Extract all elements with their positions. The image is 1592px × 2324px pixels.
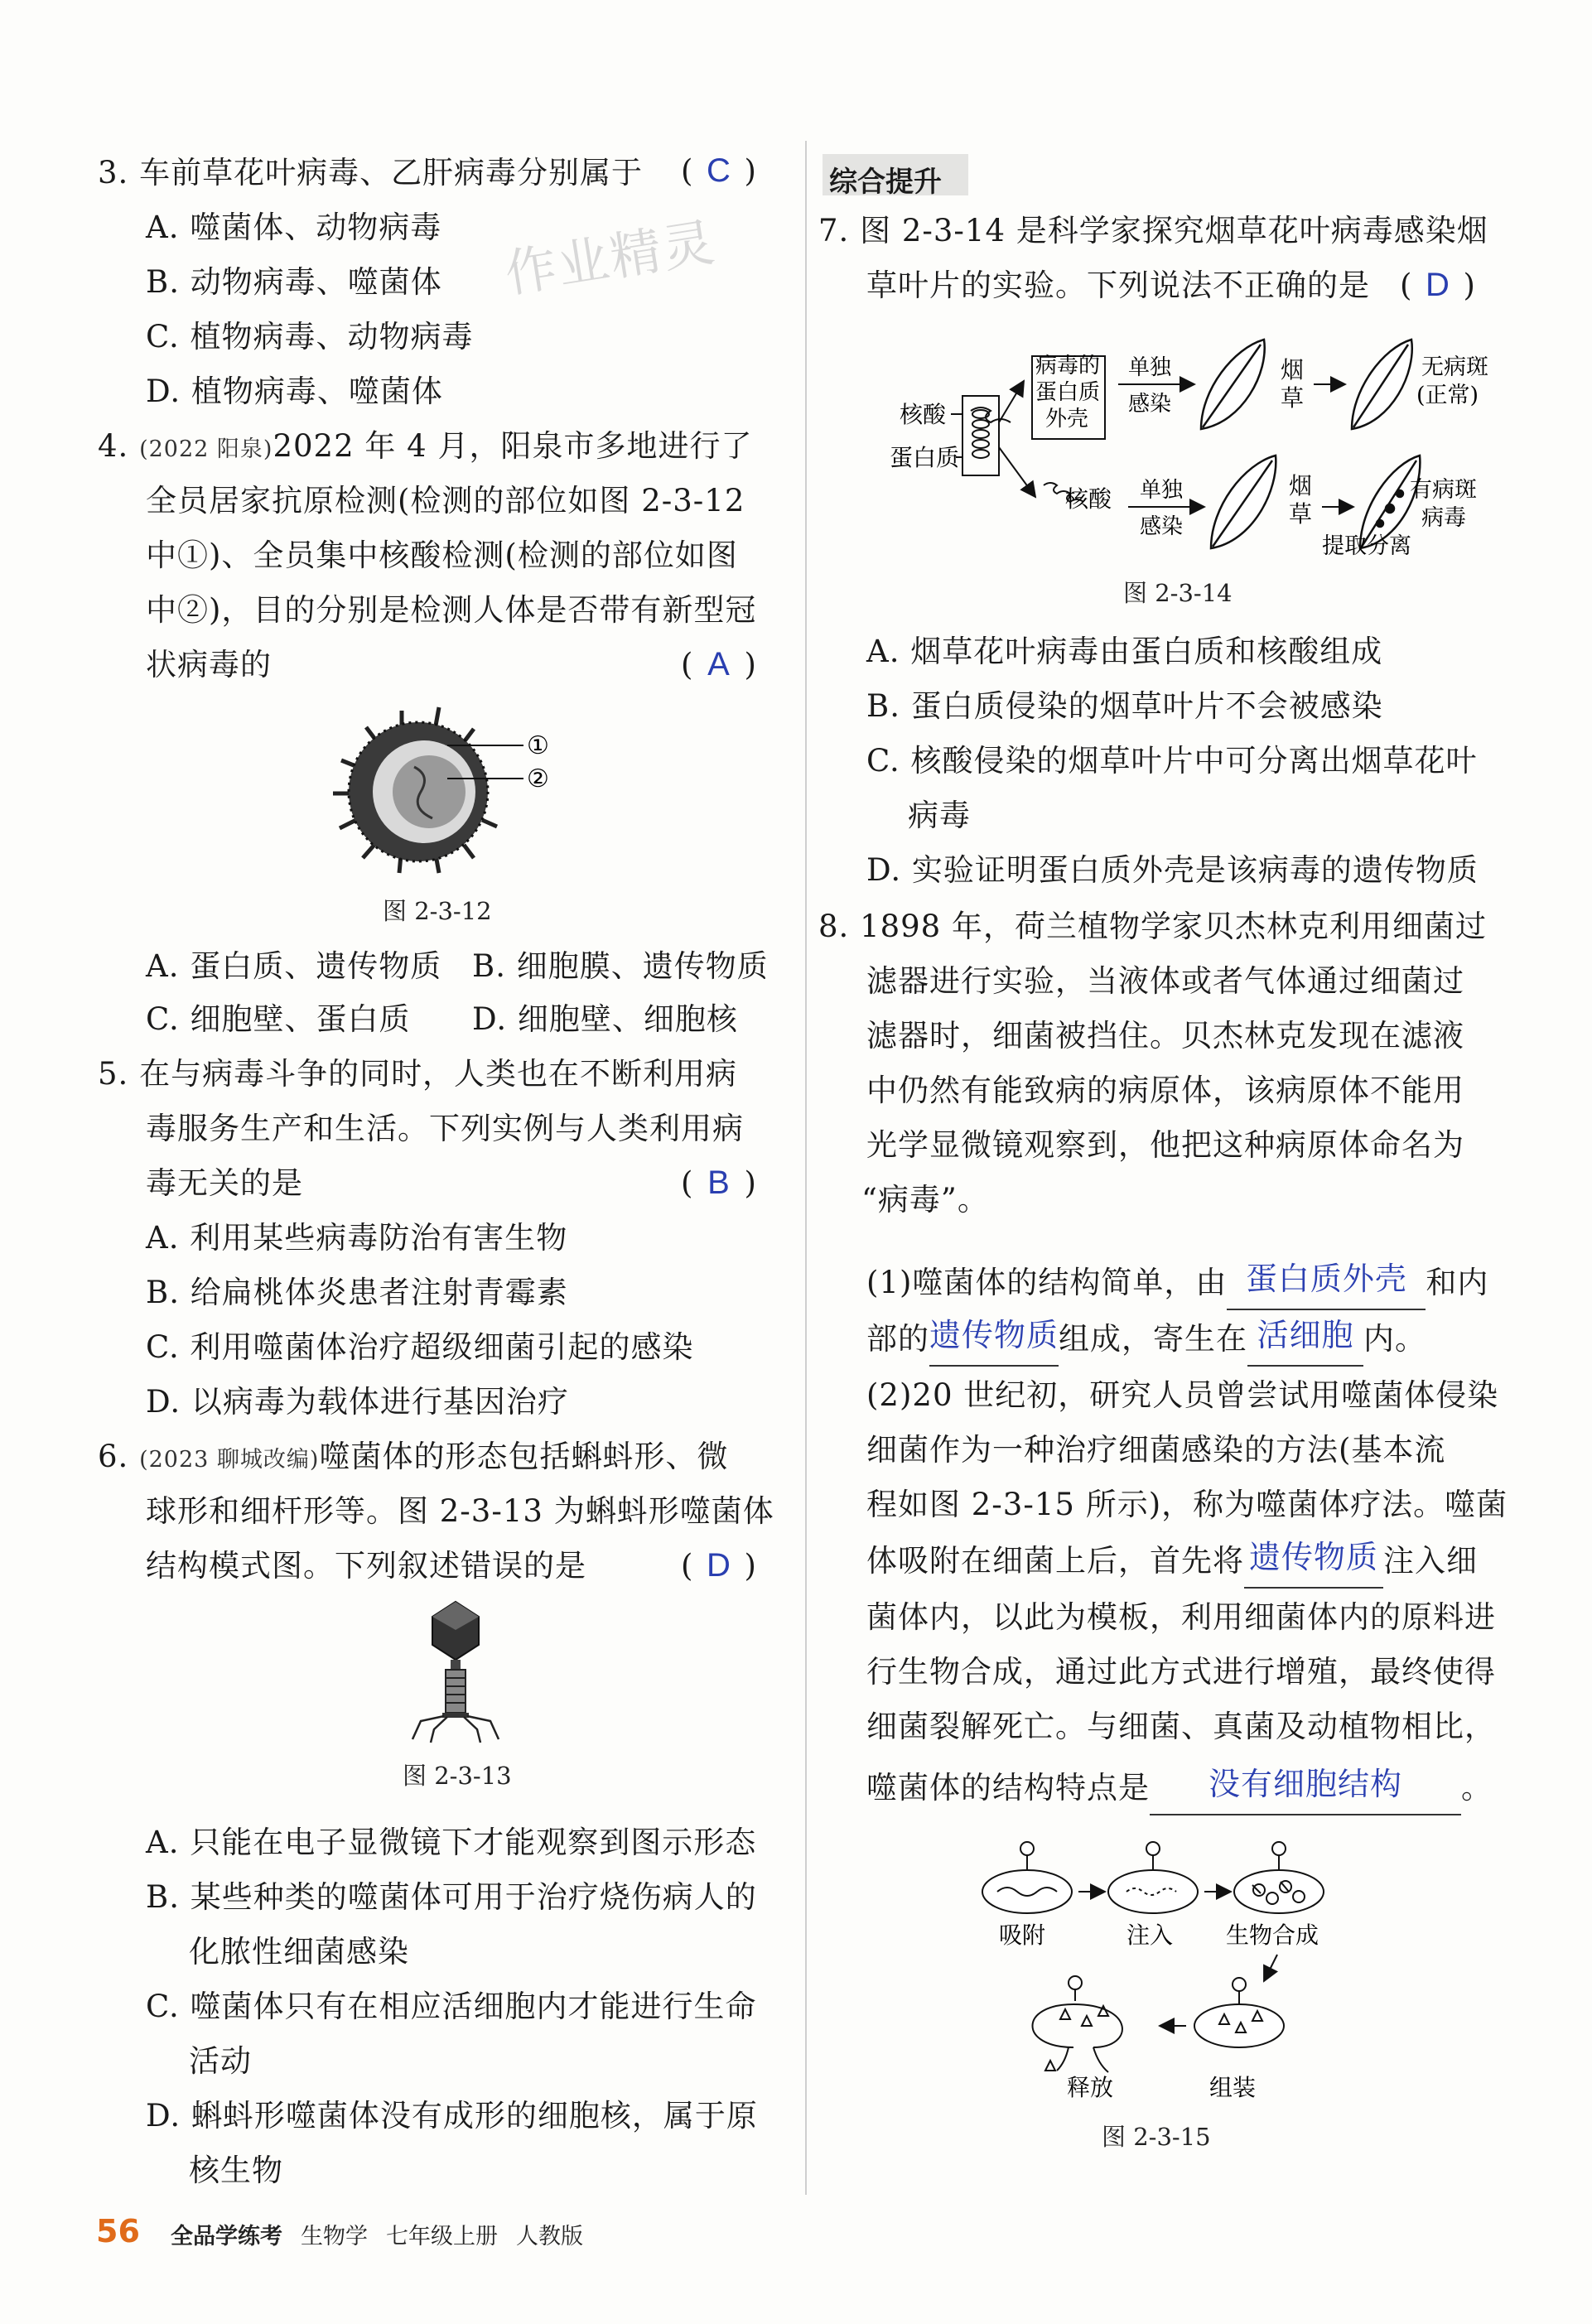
q8-p2-end: 。 [1461,1770,1493,1806]
q5-line-1: 5. 在与病毒斗争的同时，人类也在不断利用病 [98,1056,738,1092]
q4-source: (2022 阳泉) [139,436,273,462]
q8-blank-5-answer: 没有细胞结构 [1208,1767,1402,1802]
figure-2-3-12-caption: 图 2-3-12 [383,897,492,925]
q6-line-3: 结构模式图。下列叙述错误的是 [146,1548,586,1584]
q8-p1-mid2: 组成，寄生在 [1059,1321,1247,1357]
q8-p2-pre: 体吸附在细菌上后，首先将 [866,1543,1244,1579]
healthy-leaf [1352,340,1412,429]
bacteriophage-figure [398,1597,514,1746]
step-release [1033,1976,1122,2072]
label-synthesis: 生物合成 [1226,1921,1319,1949]
q4-line-5: 状病毒的 [146,647,272,682]
q6-option-a: A. 只能在电子显微镜下才能观察到图示形态 [146,1825,757,1860]
coronavirus-figure [323,702,572,876]
q8-line-5: 光学显微镜观察到，他把这种病原体命名为 [866,1127,1464,1163]
label-adsorb: 吸附 [999,1921,1046,1949]
q6-line-2: 球形和细杆形等。图 2-3-13 为蝌蚪形噬菌体 [146,1493,774,1529]
step-adsorb [982,1842,1072,1913]
label-protein: 蛋白质 [890,444,960,471]
q8-p2-line-6: 行生物合成，通过此方式进行增殖，最终使得 [866,1654,1496,1690]
footer-edition: 人教版 [516,2224,583,2249]
q5-answer-bracket: ( B ) [681,1164,756,1201]
step-inject [1108,1842,1198,1913]
section-title: 综合提升 [829,166,942,199]
q8-p1-line-2 [866,1319,1426,1367]
label-no-spot: 无病斑 [1421,354,1488,380]
label-tobacco-2a: 烟 [1289,472,1313,499]
q6-option-c: C. 噬菌体只有在相应活细胞内才能进行生命 [146,1989,757,2024]
label-nucleic-acid: 核酸 [900,401,947,428]
figure-2-3-14-caption: 图 2-3-14 [1123,579,1233,607]
q6-option-d: D. 蝌蚪形噬菌体没有成形的细胞核，属于原 [146,2098,758,2134]
label-1: ① [527,731,549,760]
q5-line-2: 毒服务生产和生活。下列实例与人类利用病 [146,1111,744,1146]
watermark: 作业精灵 [500,211,720,305]
q4-answer: A [707,646,730,682]
q6-answer-bracket: ( D ) [681,1547,756,1584]
q8-p2-pre3: 噬菌体的结构特点是 [866,1770,1150,1806]
q6-option-b: B. 某些种类的噬菌体可用于治疗烧伤病人的 [146,1879,757,1915]
q7-option-a: A. 烟草花叶病毒由蛋白质和核酸组成 [866,634,1383,669]
q5-option-a: A. 利用某些病毒防治有害生物 [146,1220,568,1256]
q6-option-b-cont: 化脓性细菌感染 [189,1934,409,1970]
q6-number: 6. [98,1439,129,1474]
q6-answer: D [706,1547,731,1584]
q8-line-1: 8. 1898 年，荷兰植物学家贝杰林克利用细菌过 [818,909,1487,944]
label-tobacco-1a: 烟 [1281,356,1305,383]
label-has-spot: 有病斑 [1410,477,1477,503]
label-inject: 注入 [1126,1921,1174,1949]
q8-line-6: “病毒”。 [861,1182,989,1217]
q8-p1-end: 内。 [1363,1321,1426,1357]
q8-blank-4[interactable] [1244,1540,1383,1589]
q4-option-c: C. 细胞壁、蛋白质 [146,1001,411,1037]
q7-option-d: D. 实验证明蛋白质外壳是该病毒的遗传物质 [866,852,1479,888]
shell-text-3: 外壳 [1045,407,1089,432]
label-tobacco-1b: 草 [1281,384,1305,412]
step-assembly [1194,1978,1284,2047]
q4-number: 4. [98,428,129,464]
page-number: 56 [96,2213,140,2249]
footer-grade: 七年级上册 [386,2224,498,2249]
q7-line-1: 7. 图 2-3-14 是科学家探究烟草花叶病毒感染烟 [818,213,1488,248]
q8-p2-line-2: 细菌作为一种治疗细菌感染的方法(基本流 [866,1432,1446,1468]
step-synthesis [1234,1842,1324,1913]
q3-option-a: A. 噬菌体、动物病毒 [146,210,442,245]
shell-text-2: 蛋白质 [1035,380,1101,405]
q6-option-c-cont: 活动 [189,2043,252,2079]
q4-option-b: B. 细胞膜、遗传物质 [472,948,769,984]
q8-blank-2-answer: 遗传物质 [929,1319,1059,1353]
figure-2-3-15-caption: 图 2-3-15 [1102,2123,1211,2151]
q4-line-3: 中①)、全员集中核酸检测(检测的部位如图 [146,538,738,573]
q4-line-1 [98,428,753,464]
q5-answer: B [707,1164,730,1201]
q8-line-3: 滤器时，细菌被挡住。贝杰林克发现在滤液 [866,1018,1464,1054]
q3-option-b: B. 动物病毒、噬菌体 [146,264,442,300]
tobacco-experiment-figure [870,331,1516,580]
q8-p2-line-4 [866,1540,1478,1589]
label-nucleic-acid-2: 核酸 [1065,485,1112,513]
q5-option-b: B. 给扁桃体炎患者注射青霉素 [146,1275,568,1310]
figure-2-3-13-caption: 图 2-3-13 [403,1762,512,1790]
q3-answer: C [706,152,731,189]
q6-text: 噬菌体的形态包括蝌蚪形、微 [319,1439,729,1474]
tobacco-leaf-2 [1211,456,1276,548]
q7-option-c: C. 核酸侵染的烟草叶片中可分离出烟草花叶 [866,743,1478,779]
q4-option-d: D. 细胞壁、细胞核 [472,1001,738,1037]
q6-source: (2023 聊城改编) [139,1447,320,1473]
q4-line-2: 全员居家抗原检测(检测的部位如图 2-3-12 [146,483,745,518]
q7-option-b: B. 蛋白质侵染的烟草叶片不会被感染 [866,688,1383,724]
footer-info [171,2218,601,2250]
q8-blank-5[interactable] [1150,1767,1461,1815]
q4-answer-bracket: ( A ) [681,646,756,682]
label-release: 释放 [1067,2074,1114,2101]
q8-p1-mid: 和内 [1426,1265,1489,1300]
q3-stem: 3. 车前草花叶病毒、乙肝病毒分别属于 [98,155,644,190]
q5-line-3: 毒无关的是 [146,1165,303,1201]
label-tobacco-2b: 草 [1289,500,1313,528]
label-2: ② [527,764,549,793]
label-infect-1: 感染 [1128,392,1172,417]
q8-line-4: 中仍然有能致病的病原体，该病原体不能用 [866,1073,1464,1108]
q8-blank-2[interactable] [929,1319,1059,1367]
q8-blank-3-answer: 活细胞 [1257,1319,1354,1353]
q8-blank-4-answer: 遗传物质 [1248,1540,1378,1575]
q8-p2-line-3: 程如图 2-3-15 所示)，称为噬菌体疗法。噬菌 [866,1487,1508,1522]
footer-subject: 生物学 [301,2224,368,2249]
shell-text-1: 病毒的 [1035,354,1101,378]
label-normal: (正常) [1416,383,1479,408]
phage-tail [446,1670,466,1713]
q7-answer: D [1425,267,1450,303]
label-alone-1: 单独 [1128,355,1172,380]
tobacco-leaf-1 [1201,340,1265,429]
q8-p1-line-1 [866,1262,1489,1310]
q8-blank-3[interactable] [1247,1319,1363,1367]
q8-p2-line-1: (2)20 世纪初，研究人员曾尝试用噬菌体侵染 [866,1377,1499,1413]
q4-option-a: A. 蛋白质、遗传物质 [146,948,442,984]
q8-blank-1[interactable] [1227,1262,1426,1310]
phage-tail-fibers [412,1716,499,1743]
q5-option-d: D. 以病毒为载体进行基因治疗 [146,1384,569,1420]
column-divider [805,141,807,2195]
label-alone-2: 单独 [1140,478,1184,503]
label-virus: 病毒 [1421,505,1466,531]
q4-line-4: 中②)，目的分别是检测人体是否带有新型冠 [146,592,757,628]
phage-therapy-figure [969,1830,1367,2104]
q8-line-2: 滤器进行实验，当液体或者气体通过细菌过 [866,963,1464,999]
q8-p2-line-5: 菌体内，以此为模板，利用细菌体内的原料进 [866,1599,1496,1635]
q5-option-c: C. 利用噬菌体治疗超级细菌引起的感染 [146,1329,694,1365]
q3-option-d: D. 植物病毒、噬菌体 [146,374,443,409]
q6-option-d-cont: 核生物 [189,2153,283,2188]
q8-p2-line-7: 细菌裂解死亡。与细菌、真菌及动植物相比， [866,1709,1496,1744]
q6-line-1 [98,1441,728,1472]
q8-p2-line-8 [866,1767,1493,1815]
q7-option-c-cont: 病毒 [908,798,971,833]
q8-blank-1-answer: 蛋白质外壳 [1245,1262,1407,1297]
q8-p1-pre: (1)噬菌体的结构简单，由 [866,1265,1228,1300]
label-assembly: 组装 [1209,2074,1257,2101]
q3-option-c: C. 植物病毒、动物病毒 [146,319,474,354]
q8-p2-post: 注入细 [1383,1543,1478,1579]
section-header [823,154,968,199]
q4-text: 2022 年 4 月，阳泉市多地进行了 [273,428,753,464]
q7-line-2: 草叶片的实验。下列说法不正确的是 [866,268,1370,303]
q7-answer-bracket: ( D ) [1400,267,1475,303]
label-infect-2: 感染 [1140,514,1184,539]
label-extract: 提取分离 [1322,533,1411,559]
footer-series: 全品学练考 [171,2224,282,2249]
q3-answer-bracket: ( C ) [681,152,756,189]
q8-p1-pre2: 部的 [866,1321,929,1357]
